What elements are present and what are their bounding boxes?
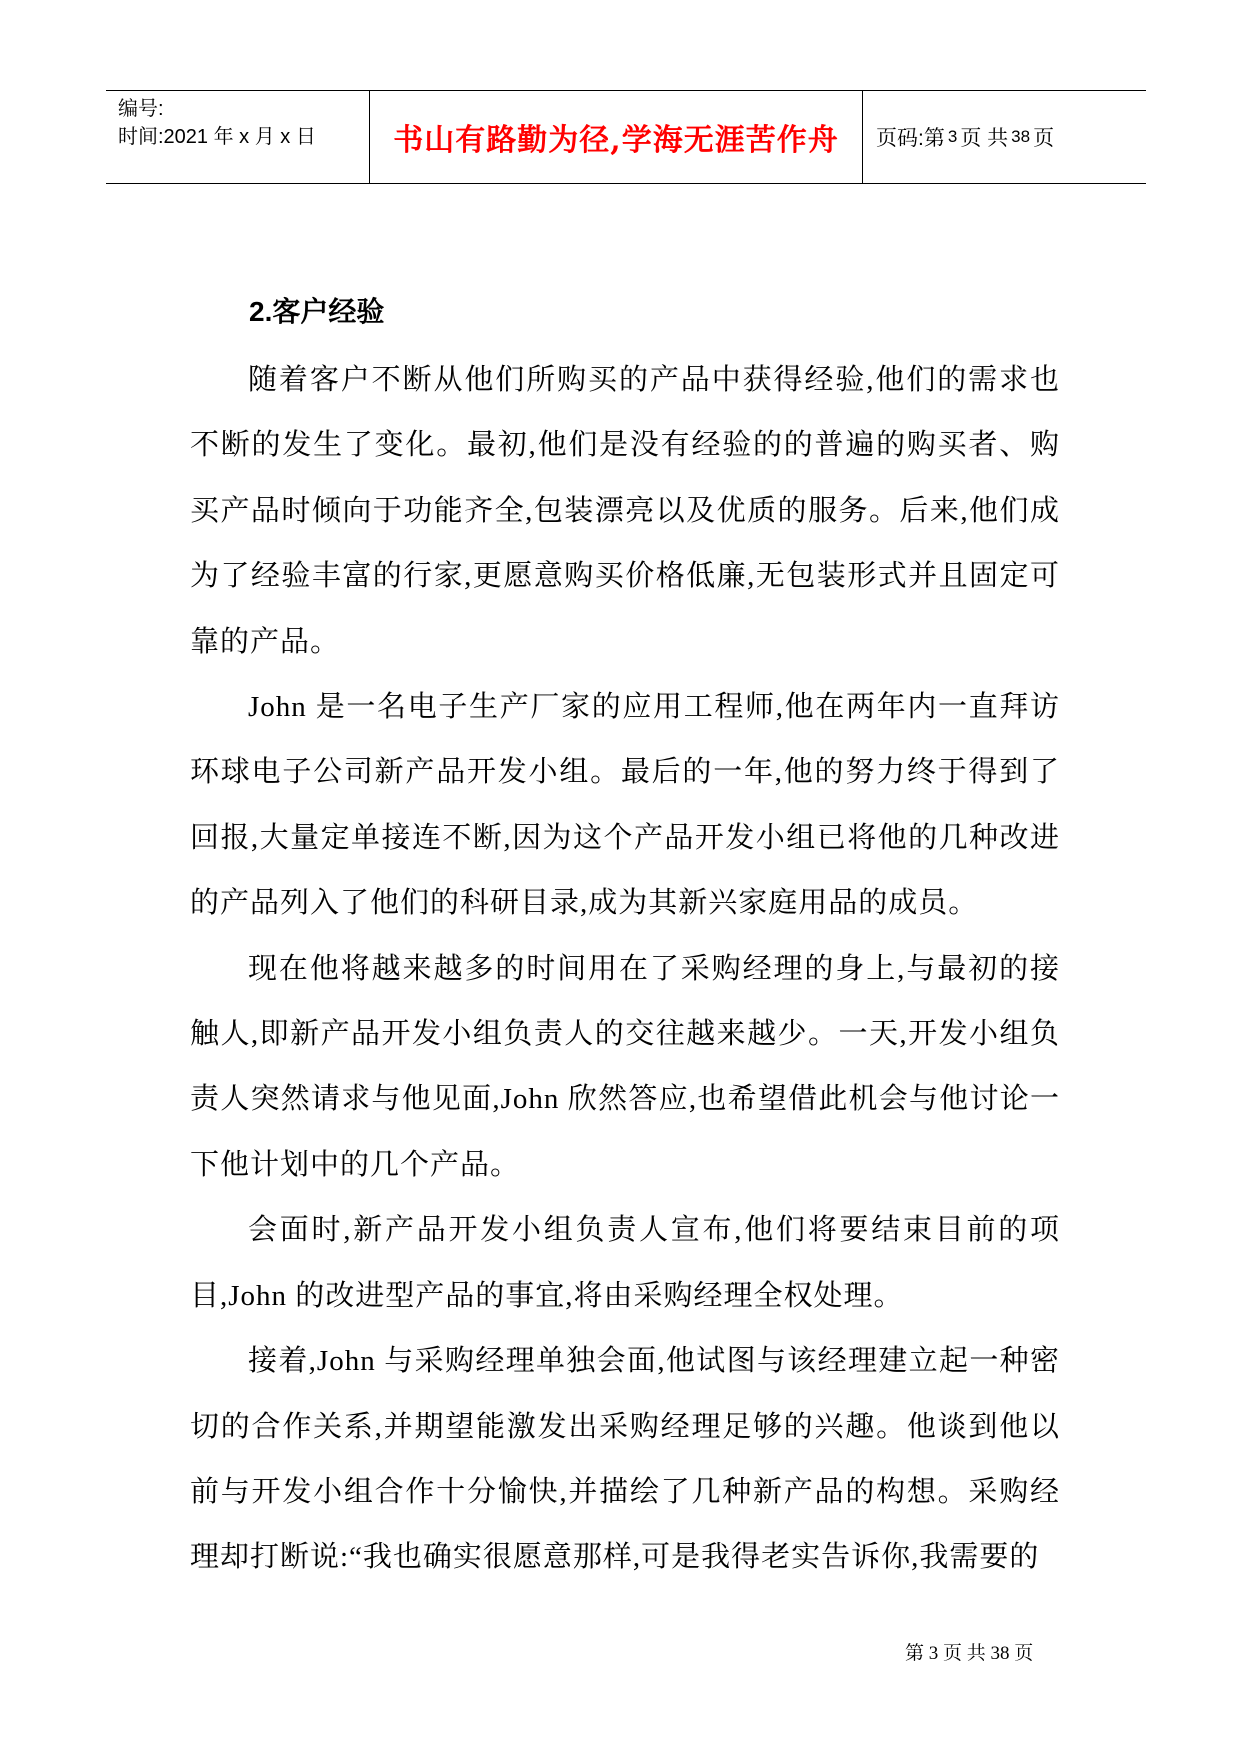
section-heading: 2.客户经验 bbox=[249, 296, 385, 327]
page-mid: 页 共 bbox=[960, 127, 1009, 150]
serial-label: 编号: bbox=[118, 98, 164, 120]
page-current: 3 bbox=[947, 127, 958, 146]
page-footer: 第 3 页 共 38 页 bbox=[905, 1643, 1034, 1664]
page-total: 38 bbox=[1011, 127, 1031, 146]
header-divider bbox=[862, 91, 863, 183]
paragraph: 现在他将越来越多的时间用在了采购经理的身上,与最初的接触人,即新产品开发小组负责人的交往越来越少。一天,开发小组负责人突然请求与他见面,John 欣然答应,也希望借此机会与他讨论一下他计划中的几个产品。 bbox=[190, 952, 1060, 1181]
paragraph: 随着客户不断从他们所购买的产品中获得经验,他们的需求也不断的发生了变化。最初,他们是没有经验的的普遍的购买者、购买产品时倾向于功能齐全,包装漂亮以及优质的服务。后来,他们成为了经验丰富的行家,更愿意购买价格低廉,无包装形式并且固定可靠的产品。 bbox=[190, 364, 1060, 658]
body-text bbox=[190, 348, 1060, 1591]
header-motto: 书山有路勤为径,学海无涯苦作舟 bbox=[393, 123, 839, 158]
page-suffix: 页 bbox=[1033, 127, 1055, 150]
page-header bbox=[106, 90, 1146, 184]
paragraph: 会面时,新产品开发小组负责人宣布,他们将要结束目前的项目,John 的改进型产品的事宜,将由采购经理全权处理。 bbox=[190, 1214, 1060, 1312]
paragraph: 接着,John 与采购经理单独会面,他试图与该经理建立起一种密切的合作关系,并期望能激发出采购经理足够的兴趣。他谈到他以前与开发小组合作十分愉快,并描绘了几种新产品的构想。采购经理却打断说:“我也确实很愿意那样,可是我得老实告诉你,我需要的 bbox=[190, 1345, 1060, 1574]
header-meta bbox=[118, 95, 316, 151]
time-label: 时间:2021 年 x 月 x 日 bbox=[118, 126, 316, 148]
header-page-number bbox=[876, 91, 1054, 183]
paragraph: John 是一名电子生产厂家的应用工程师,他在两年内一直拜访环球电子公司新产品开发小组。最后的一年,他的努力终于得到了回报,大量定单接连不断,因为这个产品开发小组已将他的几种改进的产品列入了他们的科研目录,成为其新兴家庭用品的成员。 bbox=[190, 691, 1060, 920]
page-prefix: 页码:第 bbox=[876, 127, 945, 150]
